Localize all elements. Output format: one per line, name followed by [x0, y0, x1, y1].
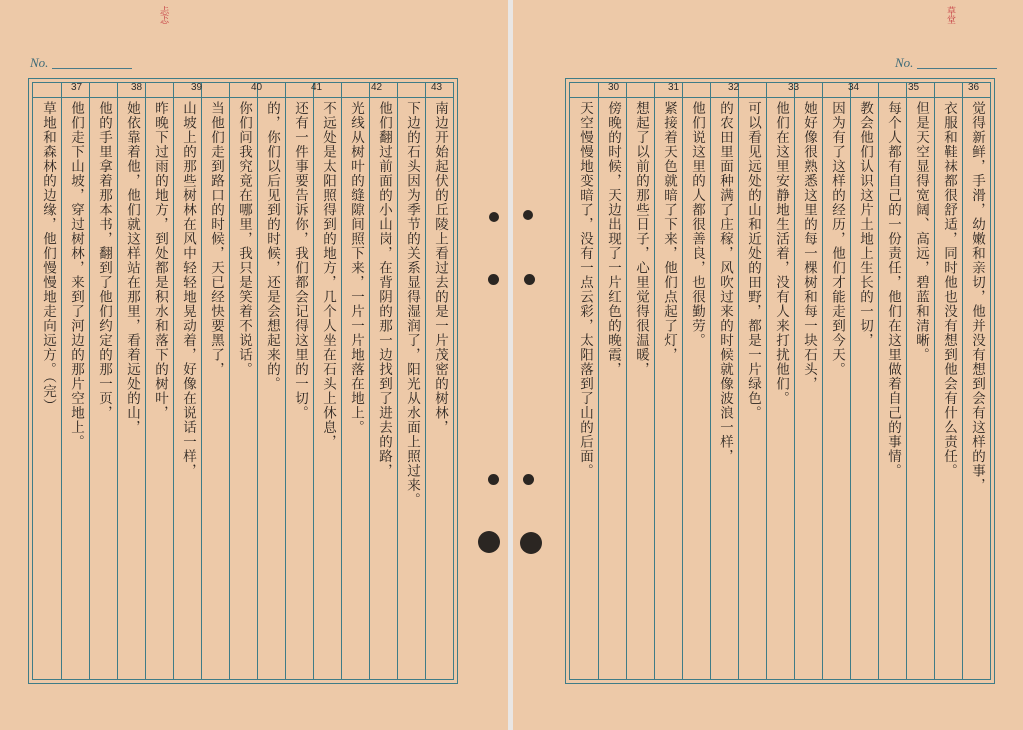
grid-column-line [626, 83, 627, 679]
column-number-label: 34 [848, 82, 860, 93]
manuscript-column-text: 南边开始起伏的丘陵上看过去的是一片茂密的树林， [432, 101, 448, 435]
right-manuscript-page [513, 0, 1023, 730]
manuscript-column-text: 山坡上的那些树林在风中轻轻地晃动着，好像在说话一样， [180, 101, 196, 478]
column-number-label: 40 [251, 82, 263, 93]
grid-column-line [682, 83, 683, 679]
grid-column-line [285, 83, 286, 679]
grid-column-line [369, 83, 370, 679]
manuscript-column-text: 傍晚的时候，天边出现了一片红色的晚霞， [605, 101, 621, 377]
grid-column-line [313, 83, 314, 679]
grid-column-line [906, 83, 907, 679]
right-header-row [570, 83, 990, 98]
column-number-label: 30 [608, 82, 620, 93]
column-number-label: 36 [968, 82, 980, 93]
grid-column-line [257, 83, 258, 679]
left-grid [28, 78, 458, 684]
manuscript-column-text: 他的手里拿着那本书，翻到了他们约定的那一页， [96, 101, 112, 420]
binding-hole [523, 210, 533, 220]
manuscript-column-text: 的，你们以后见到的时候，还是会想起来的。 [264, 101, 280, 391]
binding-hole [488, 274, 499, 285]
column-number-label: 31 [668, 82, 680, 93]
binding-hole [523, 474, 534, 485]
grid-column-line [341, 83, 342, 679]
right-red-stamp: 草堂 [945, 6, 955, 24]
manuscript-column-text: 光线从树叶的缝隙间照下来，一片一片地落在地上。 [348, 101, 364, 435]
grid-column-line [822, 83, 823, 679]
column-number-label: 37 [71, 82, 83, 93]
manuscript-column-text: 因为有了这样的经历，他们才能走到今天。 [829, 101, 845, 377]
manuscript-column-text: 教会他们认识这片土地上生长的一切， [857, 101, 873, 348]
grid-column-line [229, 83, 230, 679]
manuscript-column-text: 衣服和鞋袜都很舒适，同时他也没有想到他会有什么责任。 [941, 101, 957, 478]
column-number-label: 43 [431, 82, 443, 93]
manuscript-column-text: 他们翻过前面的小山岗，在背阴的那一边找到了进去的路， [376, 101, 392, 478]
binding-hole [524, 274, 535, 285]
grid-column-line [710, 83, 711, 679]
manuscript-column-text: 她好像很熟悉这里的每一棵树和每一块石头， [801, 101, 817, 391]
manuscript-column-text: 你们问我究竟在哪里，我只是笑着不说话。 [236, 101, 252, 377]
manuscript-column-text: 还有一件事要告诉你，我们都会记得这里的一切。 [292, 101, 308, 420]
grid-column-line [878, 83, 879, 679]
manuscript-column-text: 想起了以前的那些日子，心里觉得很温暖， [633, 101, 649, 377]
grid-column-line [962, 83, 963, 679]
manuscript-column-text: 的农田里面种满了庄稼，风吹过来的时候就像波浪一样， [717, 101, 733, 464]
left-no-line [52, 68, 132, 69]
manuscript-column-text: 他们说这里的人都很善良，也很勤劳。 [689, 101, 705, 348]
left-manuscript-page [0, 0, 510, 730]
manuscript-column-text: 不远处是太阳照得到的地方，几个人坐在石头上休息， [320, 101, 336, 449]
grid-column-line [425, 83, 426, 679]
grid-column-line [794, 83, 795, 679]
grid-column-line [934, 83, 935, 679]
binding-hole [488, 474, 499, 485]
grid-column-line [145, 83, 146, 679]
grid-column-line [598, 83, 599, 679]
grid-column-line [89, 83, 90, 679]
grid-column-line [117, 83, 118, 679]
manuscript-column-text: 草地和森林的边缘，他们慢慢地走向远方。（完） [40, 101, 56, 414]
binding-hole [520, 532, 542, 554]
manuscript-column-text: 她依靠着他，他们就这样站在那里，看着远处的山， [124, 101, 140, 435]
grid-column-line [173, 83, 174, 679]
grid-column-line [61, 83, 62, 679]
grid-column-line [201, 83, 202, 679]
column-number-label: 41 [311, 82, 323, 93]
column-number-label: 38 [131, 82, 143, 93]
column-number-label: 35 [908, 82, 920, 93]
left-grid-inner [32, 82, 454, 680]
manuscript-column-text: 紧接着天色就暗了下来，他们点起了灯， [661, 101, 677, 362]
grid-column-line [738, 83, 739, 679]
binding-hole [489, 212, 499, 222]
right-grid-inner [569, 82, 991, 680]
column-number-label: 42 [371, 82, 383, 93]
grid-column-line [766, 83, 767, 679]
manuscript-column-text: 他们在这里安静地生活着，没有人来打扰他们。 [773, 101, 789, 406]
grid-column-line [850, 83, 851, 679]
column-number-label: 32 [728, 82, 740, 93]
manuscript-column-text: 但是天空显得宽阔、高远，碧蓝和清晰。 [913, 101, 929, 362]
left-header-row [33, 83, 453, 98]
manuscript-column-text: 下边的石头因为季节的关系显得湿润了，阳光从水面上照过来。 [404, 101, 420, 507]
manuscript-column-text: 每个人都有自己的一份责任，他们在这里做着自己的事情。 [885, 101, 901, 478]
binding-hole [478, 531, 500, 553]
left-red-stamp: 忐忑 [158, 6, 168, 24]
manuscript-column-text: 可以看见远处的山和近处的田野，都是一片绿色。 [745, 101, 761, 420]
column-number-label: 39 [191, 82, 203, 93]
grid-column-line [654, 83, 655, 679]
right-no-line [917, 68, 997, 69]
grid-column-line [397, 83, 398, 679]
right-grid [565, 78, 995, 684]
manuscript-column-text: 天空慢慢地变暗了，没有一点云彩，太阳落到了山的后面。 [577, 101, 593, 478]
left-no-label: No. [30, 55, 49, 70]
manuscript-column-text: 昨晚下过雨的地方，到处都是积水和落下的树叶， [152, 101, 168, 420]
manuscript-column-text: 当他们走到路口的时候，天已经快要黑了， [208, 101, 224, 377]
column-number-label: 33 [788, 82, 800, 93]
manuscript-column-text: 他们走下山坡，穿过树林，来到了河边的那片空地上。 [68, 101, 84, 449]
right-no-label: No. [895, 55, 914, 70]
manuscript-column-text: 觉得新鲜，手滑，幼嫩和亲切，他并没有想到会有这样的事， [969, 101, 985, 493]
